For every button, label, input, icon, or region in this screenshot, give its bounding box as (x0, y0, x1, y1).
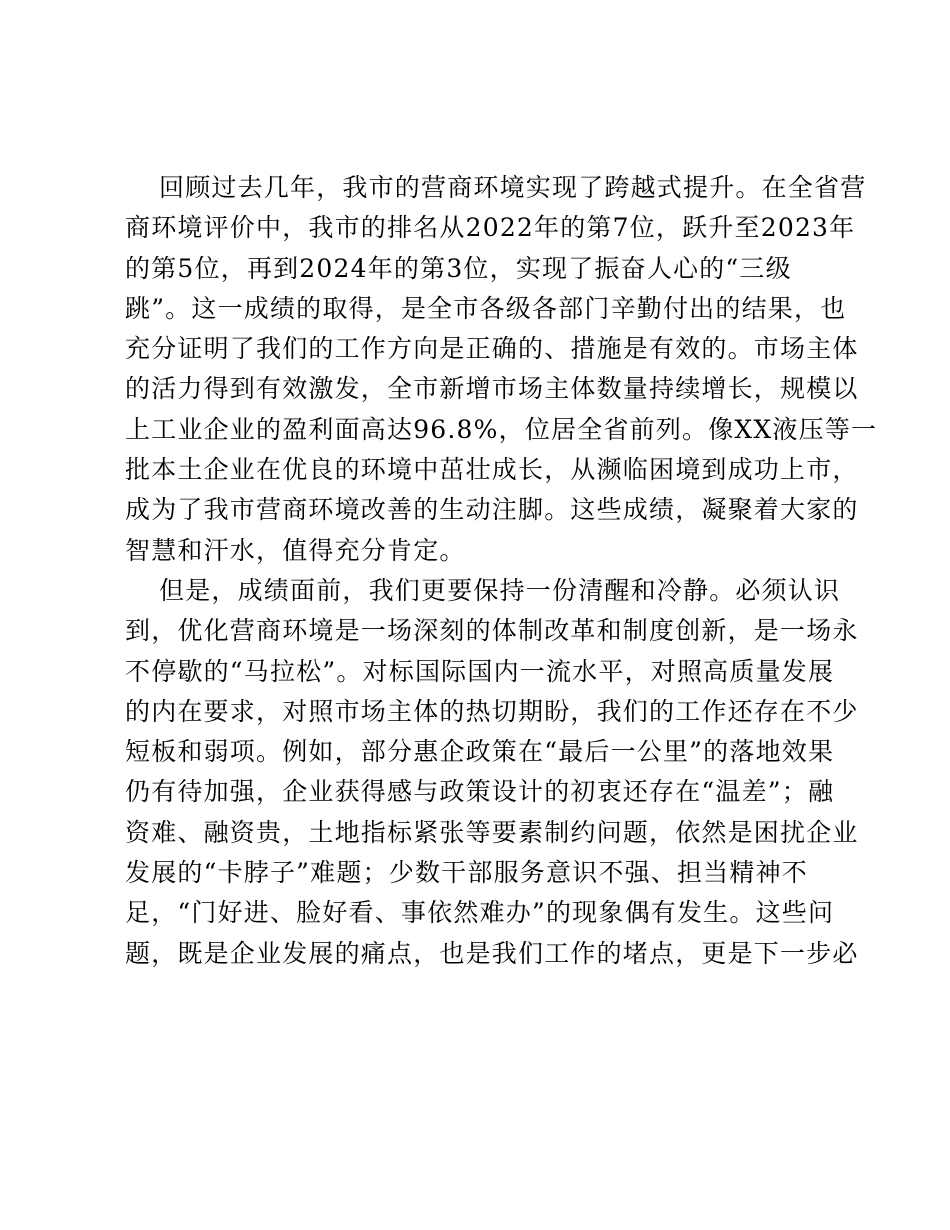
text-line: 充分证明了我们的工作方向是正确的、措施是有效的。市场主体 (125, 334, 859, 364)
text-line: 题，既是企业发展的痛点，也是我们工作的堵点，更是下一步必 (125, 938, 859, 968)
text-line: 仍有待加强，企业获得感与政策设计的初衷还存在“温差”；融 (125, 777, 835, 807)
text-line: 成为了我市营商环境改善的生动注脚。这些成绩，凝聚着大家的 (125, 495, 859, 525)
text-line: 短板和弱项。例如，部分惠企政策在“最后一公里”的落地效果 (125, 737, 835, 767)
text-line: 的第5位，再到2024年的第3位，实现了振奋人心的“三级 (125, 253, 792, 283)
text-line: 的活力得到有效激发，全市新增市场主体数量持续增长，规模以 (125, 374, 859, 404)
paragraph-2 (125, 571, 859, 974)
text-line: 资难、融资贵，土地指标紧张等要素制约问题，依然是困扰企业 (125, 817, 859, 847)
text-line: 的内在要求，对照市场主体的热切期盼，我们的工作还存在不少 (125, 696, 859, 726)
text-line: 但是，成绩面前，我们更要保持一份清醒和冷静。必须认识 (159, 575, 841, 605)
text-line: 智慧和汗水，值得充分肯定。 (125, 535, 466, 565)
text-line: 回顾过去几年，我市的营商环境实现了跨越式提升。在全省营 (159, 173, 867, 202)
text-line: 发展的“卡脖子”难题；少数干部服务意识不强、担当精神不 (125, 858, 808, 888)
text-line: 上工业企业的盈利面高达96.8%，位居全省前列。像XX液压等一 (125, 414, 878, 444)
text-line: 足，“门好进、脸好看、事依然难办”的现象偶有发生。这些问 (125, 898, 835, 928)
document-body (125, 168, 878, 974)
text-line: 到，优化营商环境是一场深刻的体制改革和制度创新，是一场永 (125, 616, 859, 646)
text-line: 批本土企业在优良的环境中茁壮成长，从濒临困境到成功上市， (125, 455, 859, 485)
text-line: 商环境评价中，我市的排名从2022年的第7位，跃升至2023年 (125, 213, 856, 243)
text-line: 不停歇的“马拉松”。对标国际国内一流水平，对照高质量发展 (125, 656, 835, 686)
paragraph-1 (125, 168, 878, 571)
text-line: 跳”。这一成绩的取得，是全市各级各部门辛勤付出的结果，也 (125, 293, 847, 323)
